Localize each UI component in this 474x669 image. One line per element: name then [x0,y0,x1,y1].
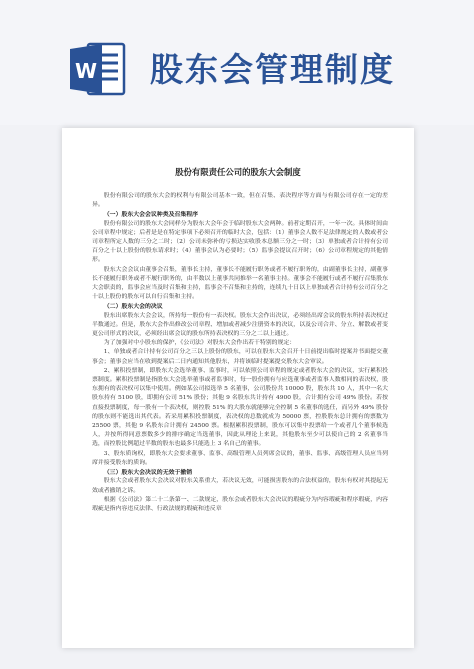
section-heading: （二）股东大会的决议 [103,303,163,311]
body-paragraph: 股东出席股东大会会议，所持每一股份有一表决权。股东大会作出决议，必须经出席会议的股东所持表决权过半数通过。但是，股东大会作出修改公司章程、增加或者减少注册资本的决议，以及公司合并、分立、解散或者变更公司形式的决议，必须经出席会议的股东所持表决权的三分之二以上通过。 [92,312,388,338]
word-document-icon [68,40,128,98]
body-paragraph: 为了加强对中小股东的保护，《公司法》对股东大会作出若干特别的规定： [103,340,296,347]
document-body [92,192,388,514]
section-heading: （三）股东大会决议的无效于撤销 [103,469,193,477]
body-paragraph: 股份有限公司的股东大会的权利与有限公司基本一致，但在召集、表决程序等方面与有限公司存在一定的差异。 [92,193,388,209]
body-paragraph: 股东大会会议由董事会召集，董事长主持，董事长不能履行职务或者不履行职务的，由副董事长主持，副董事长不能履行职务或者不履行职务的，由半数以上董事共同推举一名董事主持。董事会不能履行或者不履行召集股东大会职责的，监事会应当及时召集和主持，监事会不召集和主持的，连续九十日以上单独或者合计持有公司百分之十以上股份的股东可以自行召集和主持。 [92,266,388,301]
document-title: 股份有限责任公司的股东大会制度 [175,167,301,177]
word-icon-letter: W [74,59,98,83]
header-banner [0,0,474,125]
body-paragraph: 2、累积投票制，即股东大会选举董事、监事时，可以依照公司章程的规定或者股东大会的决议，实行累积投票制度。累积投票制是指股东大会选举董事或者监事时，每一股份拥有与应选董事或者监事人数相同的表决权，股东拥有的表决权可以集中使用。例如某公司拟选举 5 名董事，公司股份共 10000 股，股东共 10 人，其中一名大股东持有 5100 股，即拥有公司 51% 股份；其他 9 名股东共计持有 4900 股，合计拥有公司 49% 股份。若按直接投票制度，每一股有一个表决权，则控股 51% 的大股东就能够完全控制 5 名董事的选任，而另外 49% 股份的股东则不能选出其代表。若采用累积投票制度，表决权的总数就成为 50000 票，控股股东总计拥有的票数为 25500 票，其他 9 名股东合计拥有 24500 票。根据累积投票制，股东可以集中投票给一个或者几个董事候选人，并按所得同意票数多少的排序确定当选董事，因此从理论上来说，其他股东至少可以使自己的 2 名董事当选，而控股比例超过半数的股东也最多只能选上 3 名自己的董事。 [92,367,388,448]
body-paragraph: 股东大会或者股东大会决议对股东关系重大，若决议无效，可能损害股东的合法权益的，股东有权对其提起无效或者撤销之诉。 [92,478,388,494]
body-paragraph: 3、股东质询权，即股东大会要求董事、监事、高级管理人员列席会议的，董事、监事、高级管理人员应当列席并接受股东的质询。 [92,450,388,466]
banner-title: 股东会管理制度 [150,50,395,89]
document-page [62,128,414,648]
body-paragraph: 根据《公司法》第二十二条第一、二款规定，股东会或者股东大会决议的瑕疵分为内容瑕疵和程序瑕疵，内容瑕疵是指内容违反法律、行政法规的瑕疵和违反章 [92,496,388,512]
body-paragraph: 股份有限公司的股东大会同样分为股东大会年会于临时股东大会两种。前者定期召开，一年一次。具体时间由公司章程中规定；后者是是在特定事项下必须召开的临时大会，包括：（1）董事会人数不足法律规定的人数或者公司章程所定人数的三分之二时；（2）公司未弥补的亏损达实收股本总额三分之一时；（3）单独或者合计持有公司百分之十以上股份的股东请求时；（4）董事会认为必要时；（5）监事会提议召开时；（6）公司章程规定的其他情形。 [92,220,388,264]
section-heading: （一）股东大会会议种类及召集程序 [103,211,199,219]
body-paragraph: 1、单独或者合计持有公司百分之三以上股份的股东，可以在股东大会召开十日前提出临时提案并书面提交董事会；董事会应当在收到提案后二日内通知其他股东，并将该临时提案提交股东大会审议。 [92,349,388,365]
